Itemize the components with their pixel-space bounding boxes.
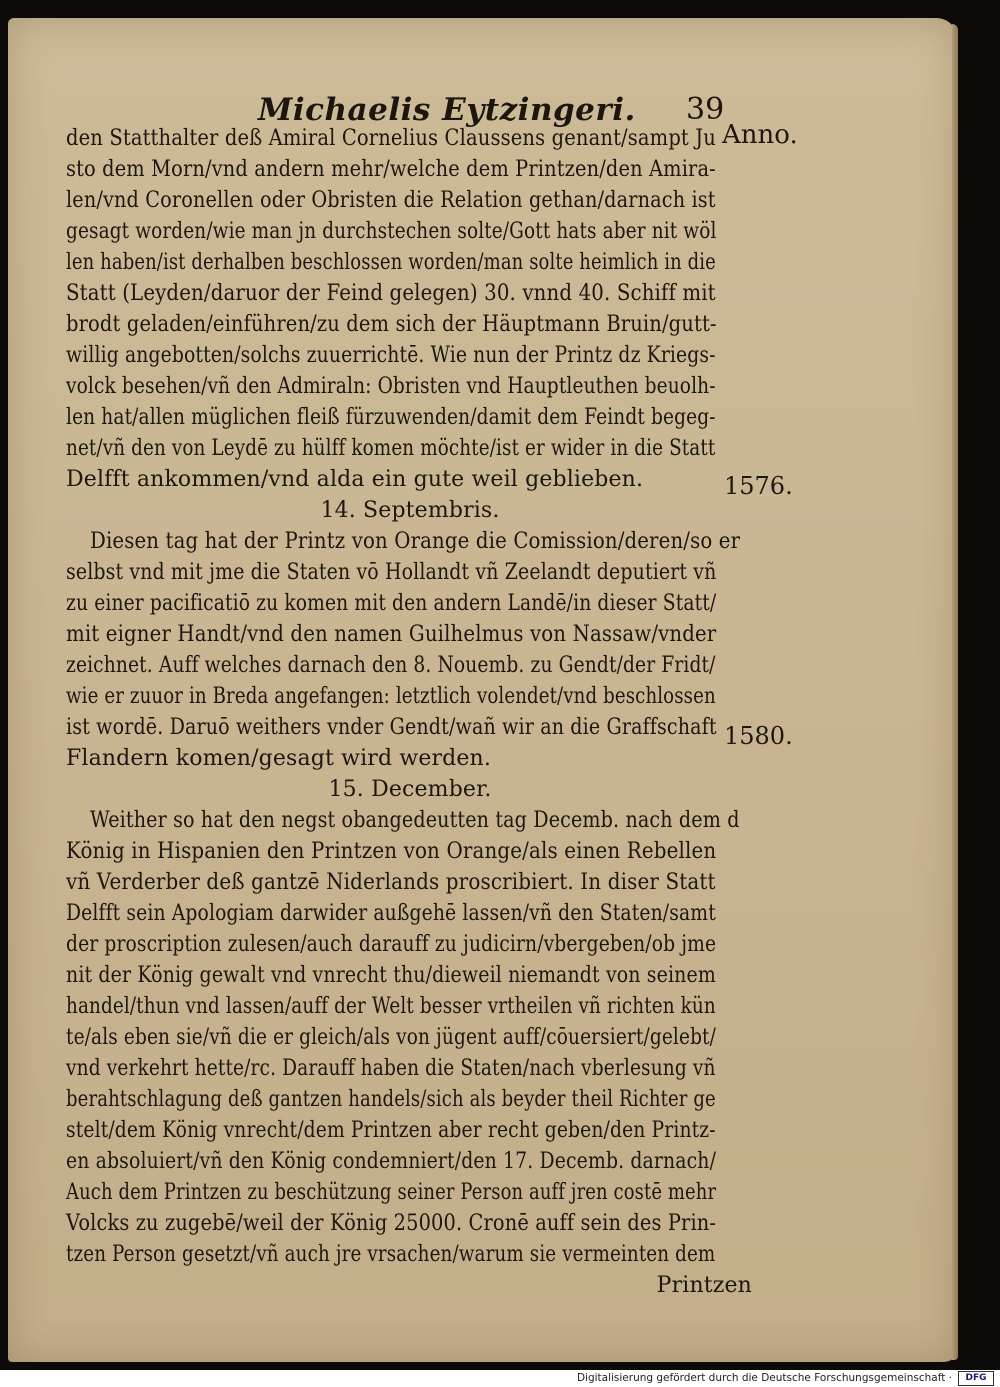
text-line: len haben/ist derhalben beschlossen worden/man solte heimlich in die <box>66 250 716 275</box>
margin-note-year-1580: 1580. <box>724 722 793 750</box>
text-line: Weither so hat den negst obangedeutten tag Decemb. nach dem d <box>90 808 740 833</box>
text-line: Statt (Leyden/daruor der Feind gelegen) 30. vnnd 40. Schiff mit <box>66 281 716 306</box>
text-line: Flandern komen/gesagt wird werden. <box>66 746 492 771</box>
text-line: te/als eben sie/vñ die er gleich/als von jügent auff/cōuersiert/gelebt/ <box>66 1025 716 1050</box>
text-line: wie er zuuor in Breda angefangen: letztlich volendet/vnd beschlossen <box>66 684 716 709</box>
text-line: zu einer pacificatiō zu komen mit den andern Landē/in dieser Statt/ <box>66 591 717 616</box>
dfg-logo: DFG <box>958 1371 994 1386</box>
text-line: en absoluiert/vñ den König condemniert/den 17. Decemb. darnach/ <box>66 1149 717 1174</box>
text-line: Volcks zu zugebē/weil der König 25000. Cronē auff sein des Prin- <box>66 1211 717 1236</box>
text-line: Delfft ankommen/vnd alda ein gute weil geblieben. <box>66 467 644 492</box>
text-line: Diesen tag hat der Printz von Orange die Comission/deren/so er <box>90 529 741 554</box>
page-edge <box>952 24 958 1360</box>
text-line: brodt geladen/einführen/zu dem sich der Häuptmann Bruin/gutt- <box>66 312 717 337</box>
text-line: mit eigner Handt/vnd den namen Guilhelmus von Nassaw/vnder <box>66 622 717 647</box>
funding-credit: Digitalisierung gefördert durch die Deutsche Forschungsgemeinschaft · <box>576 1372 952 1384</box>
page-number: 39 <box>686 92 725 127</box>
text-line: handel/thun vnd lassen/auff der Welt besser vrtheilen vñ richten kün <box>66 994 716 1019</box>
text-line: volck besehen/vñ den Admiraln: Obristen vnd Hauptleuthen beuolh- <box>66 374 716 399</box>
text-line: nit der König gewalt vnd vnrecht thu/dieweil niemandt von seinem <box>66 963 716 988</box>
text-line: selbst vnd mit jme die Staten vō Hollandt vñ Zeelandt deputiert vñ <box>66 560 717 585</box>
text-line: net/vñ den von Leydē zu hülff komen möchte/ist er wider in die Statt <box>66 436 716 461</box>
margin-note-anno: Anno. <box>722 120 798 150</box>
text-line: zeichnet. Auff welches darnach den 8. Nouemb. zu Gendt/der Fridt/ <box>66 653 716 678</box>
text-line: len/vnd Coronellen oder Obristen die Relation gethan/darnach ist <box>66 188 716 213</box>
text-line: Auch dem Printzen zu beschützung seiner Person auff jren costē mehr <box>66 1180 717 1205</box>
text-line: vñ Verderber deß gantzē Niderlands proscribiert. In diser Statt <box>66 870 716 895</box>
text-line: tzen Person gesetzt/vñ auch jre vrsachen/warum sie vermeinten dem <box>66 1242 716 1267</box>
running-head: Michaelis Eytzingeri. <box>258 92 636 128</box>
text-line: Delfft sein Apologiam darwider außgehē lassen/vñ den Staten/samt <box>66 901 716 926</box>
text-line: der proscription zulesen/auch darauff zu judicirn/vbergeben/ob jme <box>66 932 717 957</box>
text-line: stelt/dem König vnrecht/dem Printzen aber recht geben/den Printz- <box>66 1118 716 1143</box>
section-date-heading: 15. December. <box>328 777 492 802</box>
text-line: König in Hispanien den Printzen von Orange/als einen Rebellen <box>66 839 717 864</box>
text-line: vnd verkehrt hette/rc. Darauff haben die Staten/nach vberlesung vñ <box>66 1056 716 1081</box>
catchword: Printzen <box>656 1273 752 1298</box>
margin-note-year-1576: 1576. <box>724 472 793 500</box>
text-line: berahtschlagung deß gantzen handels/sich als beyder theil Richter ge <box>66 1087 716 1112</box>
text-line: willig angebotten/solchs zuuerrichtē. Wie nun der Printz dz Kriegs- <box>66 343 716 368</box>
text-line: len hat/allen müglichen fleiß fürzuwenden/damit dem Feindt begeg- <box>66 405 716 430</box>
text-line: sto dem Morn/vnd andern mehr/welche dem Printzen/den Amira- <box>66 157 716 182</box>
text-line: gesagt worden/wie man jn durchstechen solte/Gott hats aber nit wöl <box>66 219 717 244</box>
text-line: ist wordē. Daruō weithers vnder Gendt/wañ wir an die Graffschaft <box>66 715 717 740</box>
text-line: den Statthalter deß Amiral Cornelius Claussens genant/sampt Ju <box>66 126 716 151</box>
section-date-heading: 14. Septembris. <box>320 498 500 523</box>
